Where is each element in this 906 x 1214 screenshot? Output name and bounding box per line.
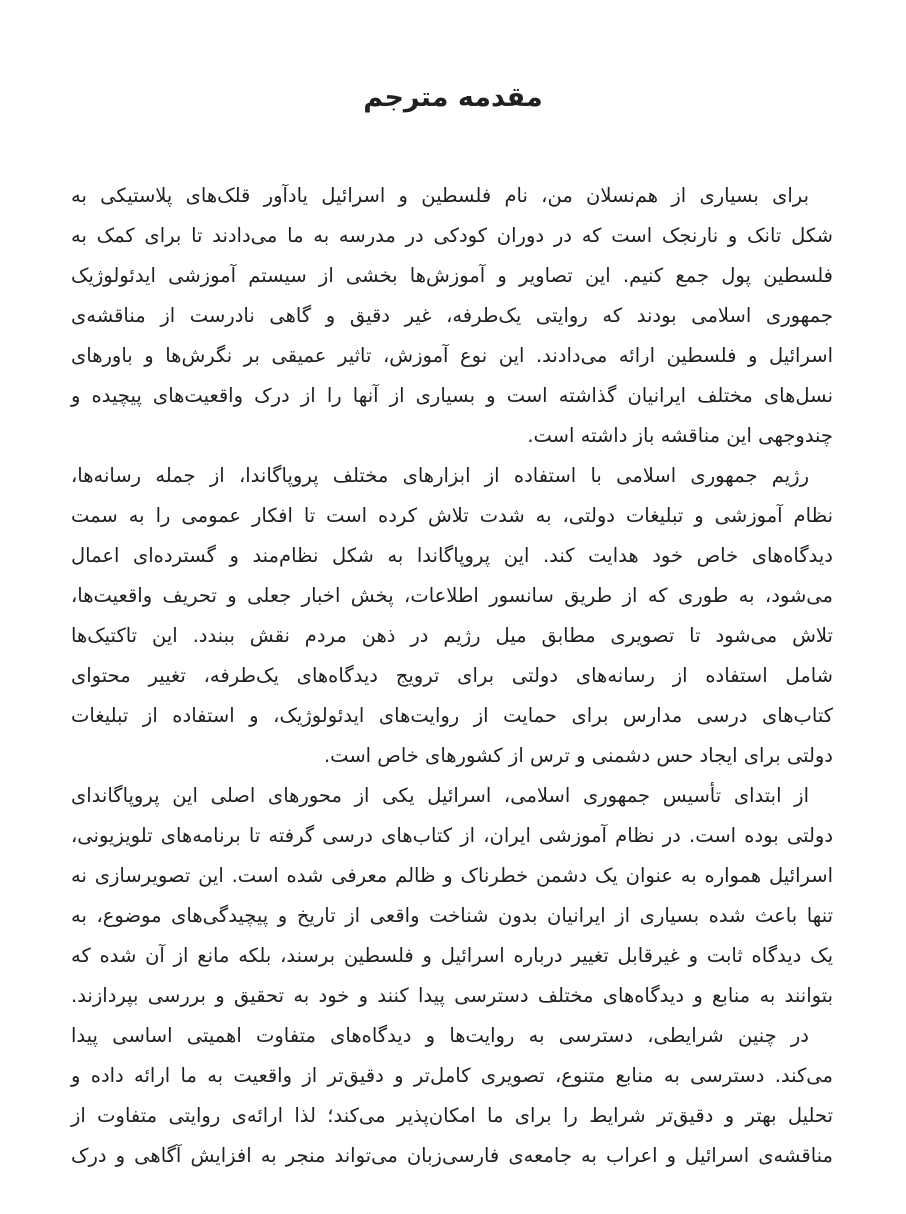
- text-line: شکل تانک و نارنجک است که در دوران کودکی در مدرسه به ما می‌دادند تا برای کمک به: [71, 224, 833, 247]
- text-line: دولتی برای ایجاد حس دشمنی و ترس از کشورهای خاص است.: [323, 744, 833, 767]
- text-line: تحلیل بهتر و دقیق‌تر شرایط را برای ما امکان‌پذیر می‌کند؛ لذا ارائه‌ی روایتی متفاوت از: [71, 1104, 833, 1127]
- text-line: مناقشه‌ی اسرائیل و اعراب به جامعه‌ی فارسی‌زبان می‌تواند منجر به افزایش آگاهی و درک: [71, 1144, 833, 1167]
- paragraph-2: [71, 456, 833, 776]
- text-line: نظام آموزشی و تبلیغات دولتی، به شدت تلاش کرده است تا افکار عمومی را به سمت: [71, 504, 833, 527]
- text-line: دیدگاه‌های خاص خود هدایت کند. این پروپاگاندا به شکل نظام‌مند و گسترده‌ای اعمال: [71, 544, 833, 567]
- text-line: فلسطین پول جمع کنیم. این تصاویر و آموزش‌ها بخشی از سیستم آموزشی ایدئولوژیک: [71, 264, 833, 287]
- text-line: تنها باعث شده بسیاری از ایرانیان بدون شناخت واقعی از تاریخ و پیچیدگی‌های موضوع، به: [71, 904, 833, 927]
- text-line: جمهوری اسلامی بودند که روایتی یک‌طرفه، غیر دقیق و گاهی نادرست از مناقشه‌ی: [71, 304, 833, 327]
- text-line: اسرائیل و فلسطین ارائه می‌دادند. این نوع آموزش، تاثیر عمیقی بر نگرش‌ها و باورهای: [71, 344, 833, 367]
- text-line: نسل‌های مختلف ایرانیان گذاشته است و بسیاری از آنها را از درک واقعیت‌های پیچیده و: [71, 384, 833, 407]
- text-line: در چنین شرایطی، دسترسی به روایت‌ها و دیدگاه‌های متفاوت اهمیتی اساسی پیدا: [71, 1024, 809, 1047]
- text-line: از ابتدای تأسیس جمهوری اسلامی، اسرائیل یکی از محورهای اصلی این پروپاگاندای: [71, 784, 809, 807]
- paragraph-4: [71, 1016, 833, 1176]
- text-line: چندوجهی این مناقشه باز داشته است.: [527, 424, 833, 447]
- text-line: شامل استفاده از رسانه‌های دولتی برای ترویج دیدگاه‌های یک‌طرفه، تغییر محتوای: [71, 664, 833, 687]
- text-line: رژیم جمهوری اسلامی با استفاده از ابزارهای مختلف پروپاگاندا، از جمله رسانه‌ها،: [71, 464, 809, 487]
- text-line: یک دیدگاه ثابت و غیرقابل تغییر درباره اسرائیل و فلسطین برسند، بلکه مانع از آن شده که: [71, 944, 833, 967]
- text-line: اسرائیل همواره به عنوان یک دشمن خطرناک و ظالم معرفی شده است. این تصویرسازی نه: [71, 864, 833, 887]
- text-line: تلاش می‌شود تا تصویری مطابق میل رژیم در ذهن مردم نقش ببندد. این تاکتیک‌ها: [71, 624, 833, 647]
- body-text: [71, 176, 833, 1176]
- paragraph-1: [71, 176, 833, 456]
- text-line: می‌کند. دسترسی به منابع متنوع، تصویری کامل‌تر و دقیق‌تر از واقعیت به ما ارائه داده و: [71, 1064, 833, 1087]
- text-line: دولتی بوده است. در نظام آموزشی ایران، از کتاب‌های درسی گرفته تا برنامه‌های تلویزیونی،: [71, 824, 833, 847]
- text-line: برای بسیاری از هم‌نسلان من، نام فلسطین و اسرائیل یادآور قلک‌های پلاستیکی به: [71, 184, 809, 207]
- text-line: بتوانند به منابع و دیدگاه‌های مختلف دسترسی پیدا کنند و خود به تحقیق و بررسی بپردازند.: [71, 984, 833, 1007]
- paragraph-3: [71, 776, 833, 1016]
- page-title: مقدمه مترجم: [363, 82, 543, 113]
- text-line: می‌شود، به طوری که از طریق سانسور اطلاعات، پخش اخبار جعلی و تحریف واقعیت‌ها،: [71, 584, 833, 607]
- text-line: کتاب‌های درسی مدارس برای حمایت از روایت‌های ایدئولوژیک، و استفاده از تبلیغات: [71, 704, 833, 727]
